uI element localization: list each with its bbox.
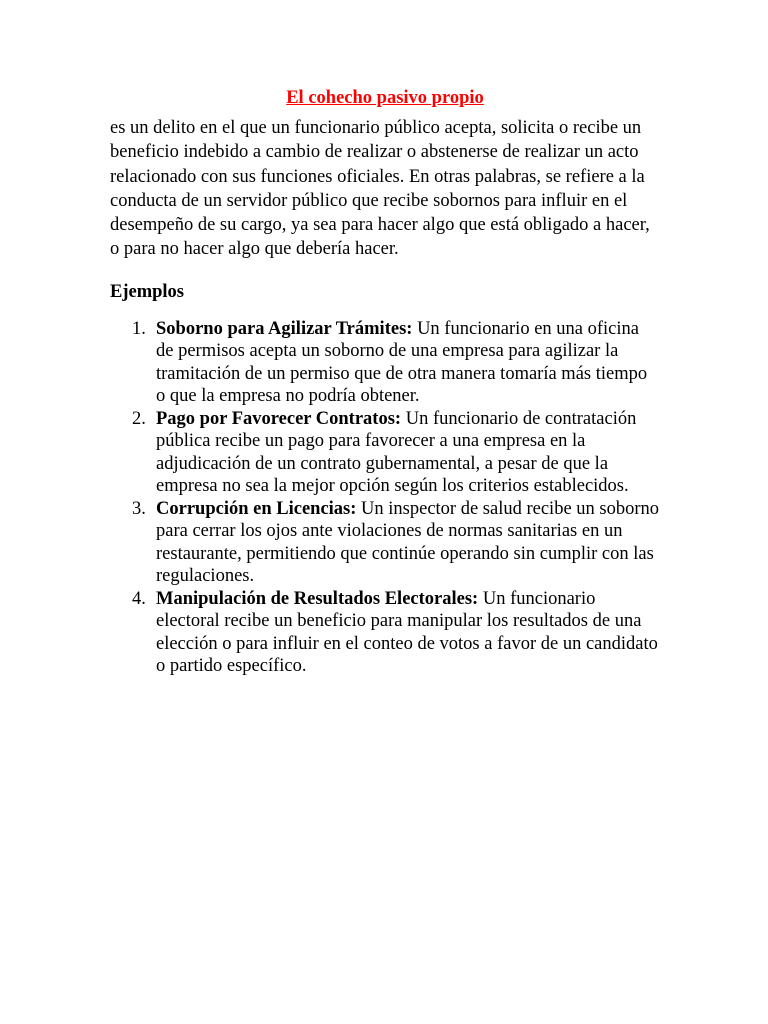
example-term: Manipulación de Resultados Electorales: xyxy=(156,588,479,609)
example-item xyxy=(110,498,660,588)
example-number: 1. xyxy=(132,318,146,339)
example-text: Un funcionario de contratación pública recibe un pago para favorecer a una empresa en la adjudicación de un contrato gubernamental, a pesar de que la empresa no sea la mejor opción según los criterios establecidos. xyxy=(156,408,637,497)
example-term: Pago por Favorecer Contratos: xyxy=(156,408,402,429)
example-item xyxy=(110,318,660,408)
example-number: 3. xyxy=(132,498,146,519)
examples-heading: Ejemplos xyxy=(110,281,184,302)
example-number: 2. xyxy=(132,408,146,429)
example-number: 4. xyxy=(132,588,146,609)
example-text: Un inspector de salud recibe un soborno para cerrar los ojos ante violaciones de normas sanitarias en un restaurante, permitiendo que continúe operando sin cumplir con las regulaciones. xyxy=(156,498,660,587)
example-term: Corrupción en Licencias: xyxy=(156,498,357,519)
example-item xyxy=(110,588,660,678)
examples-list xyxy=(110,318,660,678)
example-text: Un funcionario electoral recibe un beneficio para manipular los resultados de una elección o para influir en el conteo de votos a favor de un candidato o partido específico. xyxy=(156,588,658,677)
example-item xyxy=(110,408,660,498)
document-page xyxy=(110,86,660,678)
example-text: Un funcionario en una oficina de permisos acepta un soborno de una empresa para agilizar la tramitación de un permiso que de otra manera tomaría más tiempo o que la empresa no podría obtener. xyxy=(156,318,648,407)
document-title: El cohecho pasivo propio xyxy=(286,88,484,108)
intro-paragraph: es un delito en el que un funcionario público acepta, solicita o recibe un beneficio indebido a cambio de realizar o abstenerse de realizar un acto relacionado con sus funciones oficiales. En otras palabras, se refiere a la conducta de un servidor público que recibe sobornos para influir en el desempeño de su cargo, ya sea para hacer algo que está obligado a hacer, o para no hacer algo que debería hacer. xyxy=(110,118,650,260)
example-term: Soborno para Agilizar Trámites: xyxy=(156,318,413,339)
